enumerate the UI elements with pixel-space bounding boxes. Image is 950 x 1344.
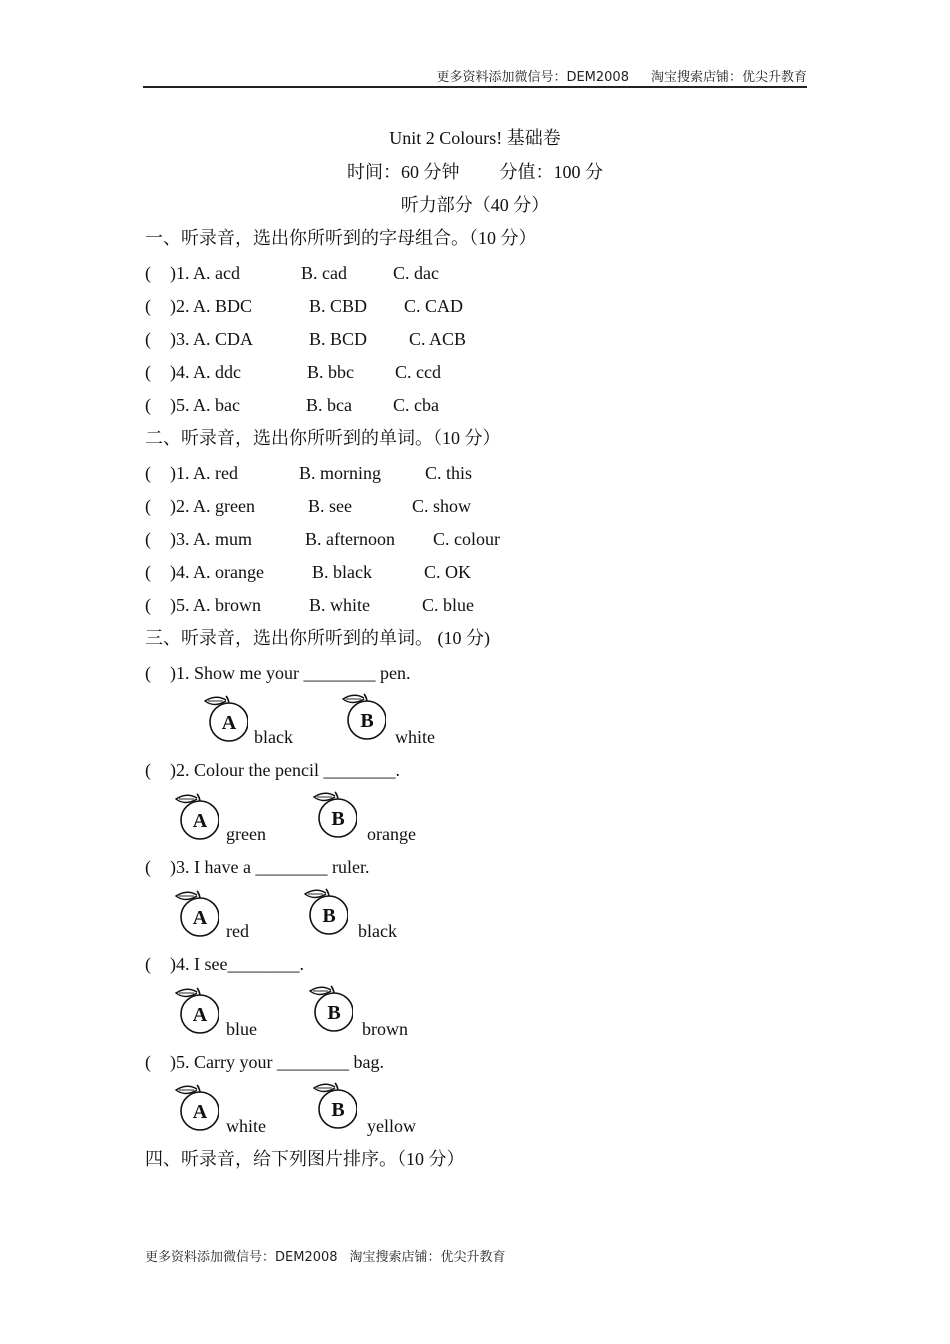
apple-icon[interactable] xyxy=(173,889,219,939)
exam-time: 时间：60 分钟 xyxy=(347,162,460,182)
section1-q3: ( )3. A. CDA xyxy=(145,329,254,349)
apple-icon[interactable] xyxy=(340,692,386,742)
section2-q1: ( )1. A. red xyxy=(145,463,238,483)
apple-icon[interactable] xyxy=(311,1081,357,1131)
option-b: B. cad xyxy=(301,263,347,283)
option-b-word: yellow xyxy=(367,1116,416,1136)
part-heading: 听力部分（40 分） xyxy=(400,195,550,215)
option-b-word: orange xyxy=(367,824,416,844)
option-c: C. colour xyxy=(433,529,500,549)
apple-icon[interactable] xyxy=(302,887,348,937)
apple-icon[interactable] xyxy=(311,790,357,840)
apple-label: B xyxy=(327,1002,341,1024)
apple-icon[interactable] xyxy=(173,986,219,1036)
apple-label: B xyxy=(331,808,345,830)
answer-blank[interactable]: ( xyxy=(145,663,151,683)
option-c: C. blue xyxy=(422,595,474,615)
option-a-word: black xyxy=(254,727,293,747)
option-b: B. bbc xyxy=(307,362,354,382)
answer-blank[interactable]: ( xyxy=(145,463,151,483)
answer-blank[interactable]: ( xyxy=(145,760,151,780)
apple-label: A xyxy=(192,810,208,832)
section3-q5: ( )5. Carry your ________ bag. xyxy=(145,1052,384,1072)
section1-q1: ( )1. A. acd xyxy=(145,263,240,283)
apple-label: A xyxy=(192,907,208,929)
section1-q4: ( )4. A. ddc xyxy=(145,362,241,382)
answer-blank[interactable]: ( xyxy=(145,562,151,582)
answer-blank[interactable]: ( xyxy=(145,496,151,516)
answer-blank[interactable]: ( xyxy=(145,296,151,316)
page-header xyxy=(143,66,807,88)
section1-q2: ( )2. A. BDC xyxy=(145,296,253,316)
section3-q4: ( )4. I see________. xyxy=(145,954,304,974)
section1-q5: ( )5. A. bac xyxy=(145,395,240,415)
header-shop: 淘宝搜索店铺：优尖升教育 xyxy=(650,70,807,85)
apple-label: B xyxy=(322,905,336,927)
section3-heading: 三、听录音，选出你所听到的单词。 (10 分) xyxy=(145,628,490,648)
section4-heading: 四、听录音，给下列图片排序。（10 分） xyxy=(145,1149,465,1169)
answer-blank[interactable]: ( xyxy=(145,595,151,615)
answer-blank[interactable]: ( xyxy=(145,1052,151,1072)
apple-icon[interactable] xyxy=(173,792,219,842)
footer-wechat: 更多资料添加微信号：DEM2008 xyxy=(145,1250,338,1265)
option-b-word: black xyxy=(358,921,397,941)
exam-meta xyxy=(0,160,950,184)
option-c: C. show xyxy=(412,496,472,516)
section3-q1: ( )1. Show me your ________ pen. xyxy=(145,663,411,683)
option-c: C. dac xyxy=(393,263,439,283)
answer-blank[interactable]: ( xyxy=(145,362,151,382)
apple-label: A xyxy=(192,1101,208,1123)
section2-q2: ( )2. A. green xyxy=(145,496,255,516)
section3-q2: ( )2. Colour the pencil ________. xyxy=(145,760,400,780)
answer-blank[interactable]: ( xyxy=(145,329,151,349)
page-footer xyxy=(145,1246,506,1265)
option-c: C. cba xyxy=(393,395,439,415)
apple-icon[interactable] xyxy=(307,984,353,1034)
option-c: C. ccd xyxy=(395,362,441,382)
answer-blank[interactable]: ( xyxy=(145,395,151,415)
option-b: B. black xyxy=(312,562,372,582)
exam-score: 分值：100 分 xyxy=(499,162,603,182)
section3-q3: ( )3. I have a ________ ruler. xyxy=(145,857,370,877)
option-b-word: white xyxy=(395,727,435,747)
apple-label: A xyxy=(221,712,237,734)
option-b: B. morning xyxy=(299,463,382,483)
page-title: Unit 2 Colours! 基础卷 xyxy=(389,128,561,148)
apple-icon[interactable] xyxy=(202,694,248,744)
section2-q5: ( )5. A. brown xyxy=(145,595,261,615)
section1-heading: 一、听录音，选出你所听到的字母组合。（10 分） xyxy=(145,228,537,248)
option-a-word: blue xyxy=(226,1019,257,1039)
option-a-word: red xyxy=(226,921,249,941)
header-wechat: 更多资料添加微信号：DEM2008 xyxy=(436,70,629,85)
apple-label: A xyxy=(192,1004,208,1026)
option-b: B. afternoon xyxy=(305,529,395,549)
section2-q4: ( )4. A. orange xyxy=(145,562,264,582)
apple-label: B xyxy=(331,1099,345,1121)
option-b: B. white xyxy=(309,595,370,615)
option-b: B. CBD xyxy=(309,296,368,316)
option-c: C. this xyxy=(425,463,473,483)
apple-label: B xyxy=(360,710,374,732)
option-c: C. OK xyxy=(424,562,472,582)
option-b: B. see xyxy=(308,496,352,516)
option-b: B. BCD xyxy=(309,329,368,349)
option-c: C. CAD xyxy=(404,296,464,316)
answer-blank[interactable]: ( xyxy=(145,857,151,877)
answer-blank[interactable]: ( xyxy=(145,954,151,974)
section2-heading: 二、听录音，选出你所听到的单词。（10 分） xyxy=(145,428,501,448)
option-c: C. ACB xyxy=(409,329,467,349)
option-a-word: green xyxy=(226,824,266,844)
section2-q3: ( )3. A. mum xyxy=(145,529,253,549)
answer-blank[interactable]: ( xyxy=(145,263,151,283)
footer-shop: 淘宝搜索店铺：优尖升教育 xyxy=(349,1250,506,1265)
apple-icon[interactable] xyxy=(173,1083,219,1133)
answer-blank[interactable]: ( xyxy=(145,529,151,549)
option-b-word: brown xyxy=(362,1019,408,1039)
option-b: B. bca xyxy=(306,395,352,415)
option-a-word: white xyxy=(226,1116,266,1136)
